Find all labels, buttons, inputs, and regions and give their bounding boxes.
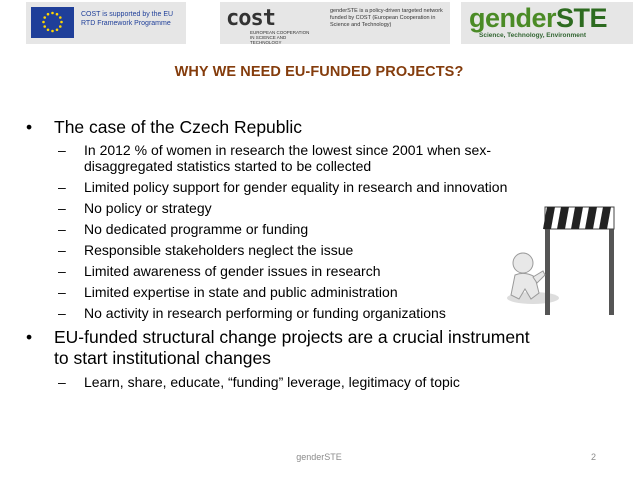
eu-logo-text: COST is supported by the EU RTD Framework Programme — [81, 11, 174, 27]
dash-icon: – — [58, 263, 66, 279]
sub-bullet-text: disaggregated statistics started to be collected — [84, 158, 372, 174]
sub-bullet-text: In 2012 % of women in research the lowest since 2001 when sex- — [84, 142, 492, 158]
cost-logo-text: genderSTE is a policy-driven targeted network funded by COST (European Cooperation in Science and Technology) — [330, 8, 443, 28]
genderste-logo-word-ste: STE — [556, 3, 608, 33]
dash-icon: – — [58, 284, 66, 300]
cost-logo-banner — [220, 2, 450, 44]
sub-bullet-text: Limited expertise in state and public administration — [84, 284, 398, 300]
eu-flag-icon — [31, 7, 74, 38]
bullet-text: EU-funded structural change projects are a crucial instrument — [54, 327, 530, 347]
sub-bullet-text: No dedicated programme or funding — [84, 221, 309, 237]
bullet-text: The case of the Czech Republic — [54, 117, 303, 137]
cost-logo-subtitle: EUROPEAN COOPERATION IN SCIENCE AND TECHNOLOGY — [250, 30, 310, 44]
sub-bullet-text: No policy or strategy — [84, 200, 212, 216]
bullet-icon: • — [26, 117, 33, 137]
footer-label: genderSTE — [296, 452, 342, 462]
dash-icon: – — [58, 242, 66, 258]
cost-logo-mark: cost — [226, 6, 275, 31]
slide-title: WHY WE NEED EU-FUNDED PROJECTS? — [174, 64, 464, 80]
hurdle-figure-illustration — [495, 195, 625, 325]
genderste-logo-word-gender: gender — [469, 3, 557, 33]
sub-bullet-text: Limited policy support for gender equality in research and innovation — [84, 179, 508, 195]
sub-bullet-text: Limited awareness of gender issues in research — [84, 263, 381, 279]
dash-icon: – — [58, 374, 66, 390]
dash-icon: – — [58, 142, 66, 158]
eu-logo-banner — [26, 2, 186, 44]
page-number: 2 — [591, 452, 597, 462]
sub-bullet-text: No activity in research performing or funding organizations — [84, 305, 446, 321]
genderste-logo-tagline: Science, Technology, Environment — [479, 32, 587, 39]
dash-icon: – — [58, 200, 66, 216]
bullet-text: to start institutional changes — [54, 348, 271, 368]
dash-icon: – — [58, 179, 66, 195]
genderste-logo-banner — [461, 2, 633, 44]
sub-bullet-text: Learn, share, educate, “funding” leverage, legitimacy of topic — [84, 374, 460, 390]
sub-bullet-text: Responsible stakeholders neglect the issue — [84, 242, 354, 258]
person-figure-icon — [511, 253, 545, 299]
dash-icon: – — [58, 305, 66, 321]
dash-icon: – — [58, 221, 66, 237]
genderste-logo-word — [469, 2, 607, 34]
bullet-icon: • — [26, 327, 33, 347]
